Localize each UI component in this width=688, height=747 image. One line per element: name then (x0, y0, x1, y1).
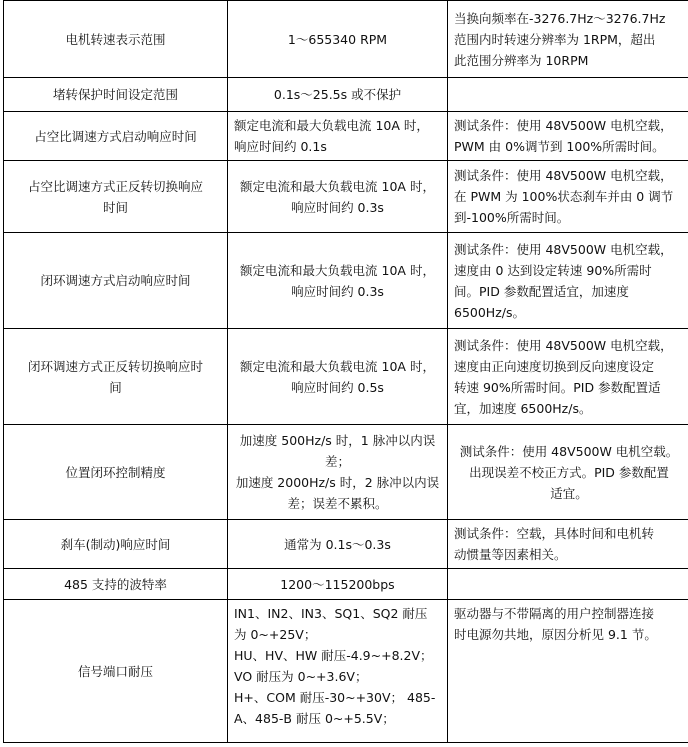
spec-cell (228, 233, 448, 329)
param-cell (4, 78, 228, 112)
spec-text: 1～655340 RPM (287, 31, 388, 47)
param-text: 时间 (102, 199, 128, 215)
spec-text: H+、COM 耐压-30~+30V； 485- (234, 690, 436, 705)
param-text: 刹车(制动)响应时间 (60, 536, 171, 552)
spec-text: VO 耐压为 0~+3.6V； (234, 669, 368, 684)
table-row (4, 78, 688, 112)
param-text: 电机转速表示范围 (65, 31, 166, 47)
spec-text: 通常为 0.1s～0.3s (284, 536, 391, 552)
note-text: PWM 由 0%调节到 100%所需时间。 (454, 139, 665, 154)
note-cell (448, 520, 688, 569)
note-cell (448, 161, 688, 233)
spec-text: 额定电流和最大负载电流 10A 时， (234, 118, 429, 133)
spec-cell (228, 161, 448, 233)
table-row (4, 112, 688, 161)
note-text: 转速 90%所需时间。PID 参数配置适 (454, 379, 661, 395)
spec-text: IN1、IN2、IN3、SQ1、SQ2 耐压 (234, 606, 428, 621)
param-cell (4, 161, 228, 233)
spec-text: 额定电流和最大负载电流 10A 时， (240, 262, 435, 278)
spec-text: 响应时间约 0.5s (291, 379, 384, 395)
table-row (4, 1, 688, 78)
note-cell (448, 1, 688, 78)
note-text: 此范围分辨率为 10RPM (454, 52, 589, 68)
param-text: 位置闭环控制精度 (65, 464, 166, 480)
spec-cell (228, 569, 448, 600)
note-text: 测试条件：使用 48V500W 电机空载， (454, 241, 673, 257)
note-cell (448, 425, 688, 520)
param-text: 占空比调速方式正反转切换响应 (27, 178, 203, 194)
spec-table (3, 0, 688, 743)
table-row (4, 425, 688, 520)
table-row (4, 329, 688, 425)
note-text: 出现误差不校正方式。PID 参数配置 (469, 464, 669, 480)
spec-cell (228, 520, 448, 569)
spec-text: 额定电流和最大负载电流 10A 时， (240, 178, 435, 194)
spec-cell (228, 329, 448, 425)
param-text: 间 (109, 379, 122, 395)
spec-text: A、485-B 耐压 0~+5.5V； (234, 711, 395, 726)
spec-text: 差； (324, 454, 350, 469)
note-text: 测试条件：使用 48V500W 电机空载。 (459, 443, 679, 459)
spec-text: 响应时间约 0.3s (291, 199, 384, 215)
note-cell (448, 569, 688, 600)
param-cell (4, 1, 228, 78)
spec-text: 为 0~+25V； (234, 627, 317, 642)
spec-text: 差；误差不累积。 (287, 496, 388, 511)
param-cell (4, 520, 228, 569)
param-text: 信号端口耐压 (77, 663, 153, 679)
note-text: 驱动器与不带隔离的用户控制器连接 (454, 606, 655, 621)
spec-cell (228, 1, 448, 78)
note-text: 动惯量等因素相关。 (454, 547, 567, 562)
note-cell (448, 112, 688, 161)
param-text: 占空比调速方式启动响应时间 (34, 128, 197, 144)
note-cell (448, 233, 688, 329)
note-text: 测试条件：使用 48V500W 电机空载， (454, 118, 673, 133)
spec-text: 1200～115200bps (280, 576, 395, 592)
table-row (4, 520, 688, 569)
spec-cell (228, 112, 448, 161)
param-text: 闭环调速方式启动响应时间 (40, 273, 191, 288)
table-row (4, 569, 688, 600)
spec-text: 加速度 500Hz/s 时，1 脉冲以内误 (239, 433, 436, 448)
param-cell (4, 233, 228, 329)
note-text: 速度由 0 达到设定转速 90%所需时 (454, 262, 652, 278)
spec-text: 响应时间约 0.1s (234, 139, 327, 154)
spec-cell (228, 600, 448, 743)
note-text: 在 PWM 为 100%状态刹车并由 0 调节 (454, 189, 674, 204)
spec-text: 加速度 2000Hz/s 时，2 脉冲以内误 (235, 475, 440, 490)
table-row (4, 600, 688, 743)
param-text: 485 支持的波特率 (64, 576, 167, 592)
note-text: 范围内时转速分辨率为 1RPM，超出 (454, 31, 656, 47)
note-cell (448, 78, 688, 112)
param-cell (4, 600, 228, 743)
param-cell (4, 329, 228, 425)
spec-cell (228, 425, 448, 520)
note-text: 速度由正向速度切换到反向速度设定 (454, 358, 655, 374)
note-text: 到-100%所需时间。 (454, 210, 570, 225)
param-cell (4, 569, 228, 600)
spec-text: HU、HV、HW 耐压-4.9~+8.2V； (234, 648, 433, 663)
note-text: 当换向频率在-3276.7Hz～3276.7Hz (454, 10, 666, 26)
note-text: 时电源勿共地，原因分析见 9.1 节。 (454, 627, 657, 642)
note-text: 测试条件：使用 48V500W 电机空载， (454, 337, 673, 353)
spec-text: 额定电流和最大负载电流 10A 时， (240, 358, 435, 374)
param-cell (4, 112, 228, 161)
table-row (4, 161, 688, 233)
note-text: 宜，加速度 6500Hz/s。 (454, 400, 592, 416)
note-text: 测试条件：使用 48V500W 电机空载， (454, 168, 673, 183)
param-text: 闭环调速方式正反转切换响应时 (27, 358, 203, 374)
spec-text: 响应时间约 0.3s (291, 283, 384, 299)
param-cell (4, 425, 228, 520)
param-text: 堵转保护时间设定范围 (52, 87, 178, 102)
table-row (4, 233, 688, 329)
spec-cell (228, 78, 448, 112)
note-text: 适宜。 (550, 485, 588, 501)
note-text: 间。PID 参数配置适宜，加速度 (454, 283, 629, 299)
note-text: 6500Hz/s。 (454, 304, 525, 320)
spec-text: 0.1s～25.5s 或不保护 (273, 87, 402, 102)
note-cell (448, 329, 688, 425)
note-cell (448, 600, 688, 743)
note-text: 测试条件：空载，具体时间和电机转 (454, 526, 655, 541)
